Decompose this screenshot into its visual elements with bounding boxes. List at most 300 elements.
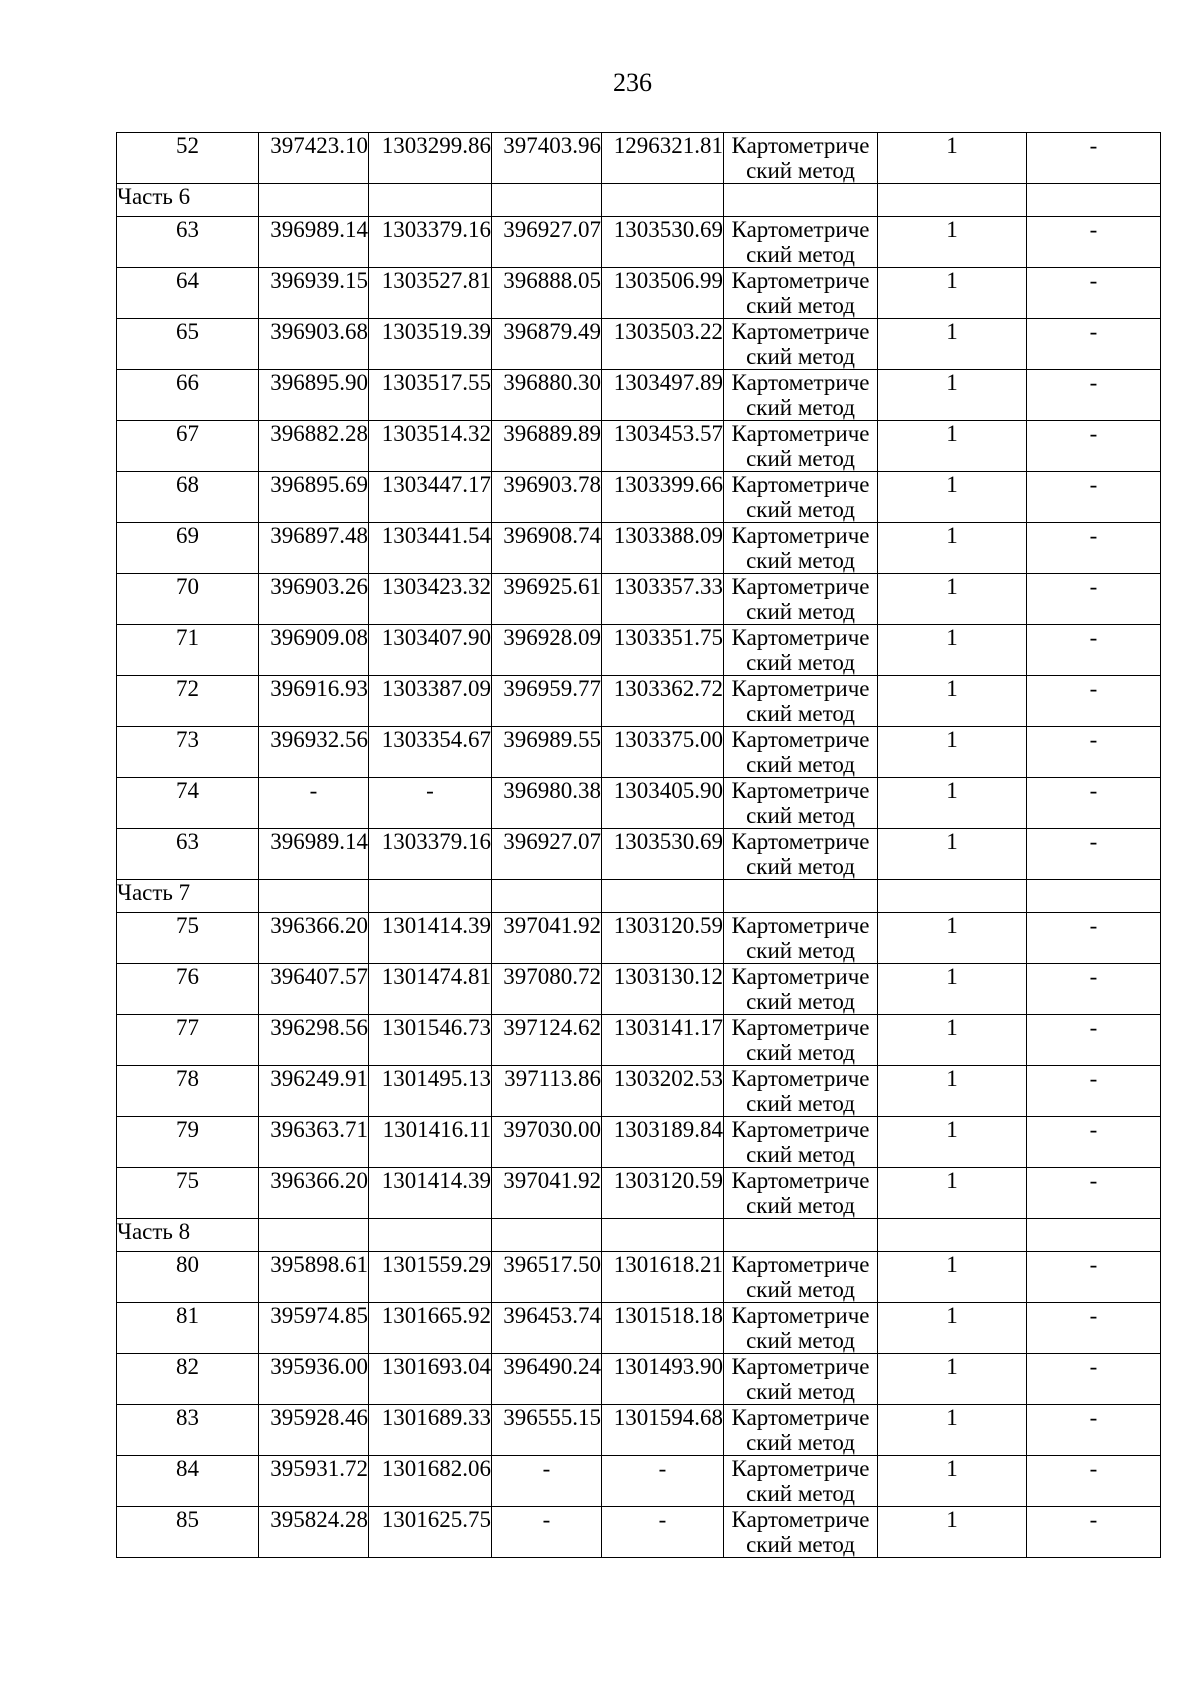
table-row bbox=[117, 625, 1161, 676]
empty-cell bbox=[259, 880, 369, 913]
point-number: 52 bbox=[117, 133, 259, 184]
existing-x: 396895.69 bbox=[259, 472, 369, 523]
table-row bbox=[117, 472, 1161, 523]
method-cell bbox=[724, 1252, 878, 1303]
refined-y: 1303202.53 bbox=[602, 1066, 724, 1117]
table-row bbox=[117, 676, 1161, 727]
note-value: - bbox=[1027, 1456, 1161, 1507]
method-text-line2: ский метод bbox=[746, 752, 855, 777]
method-cell bbox=[724, 370, 878, 421]
note-value: - bbox=[1027, 913, 1161, 964]
method-text-line2: ский метод bbox=[746, 395, 855, 420]
refined-y: 1303506.99 bbox=[602, 268, 724, 319]
method-cell bbox=[724, 1456, 878, 1507]
table-row bbox=[117, 574, 1161, 625]
refined-x: 397113.86 bbox=[492, 1066, 602, 1117]
point-number: 80 bbox=[117, 1252, 259, 1303]
point-number: 69 bbox=[117, 523, 259, 574]
method-cell bbox=[724, 472, 878, 523]
point-number: 73 bbox=[117, 727, 259, 778]
existing-x: 395898.61 bbox=[259, 1252, 369, 1303]
method-text-line2: ский метод bbox=[746, 989, 855, 1014]
method-text-line1: Картометриче bbox=[731, 268, 870, 293]
coordinates-table bbox=[116, 132, 1161, 1558]
precision-value: 1 bbox=[878, 1303, 1027, 1354]
refined-y: - bbox=[602, 1456, 724, 1507]
part-label: Часть 8 bbox=[117, 1219, 259, 1252]
method-cell bbox=[724, 1405, 878, 1456]
table-row bbox=[117, 727, 1161, 778]
precision-value: 1 bbox=[878, 574, 1027, 625]
method-text-line1: Картометриче bbox=[731, 319, 870, 344]
method-text-line2: ский метод bbox=[746, 803, 855, 828]
precision-value: 1 bbox=[878, 421, 1027, 472]
refined-y: 1303130.12 bbox=[602, 964, 724, 1015]
method-text-line1: Картометриче bbox=[731, 421, 870, 446]
method-cell bbox=[724, 1168, 878, 1219]
table-row bbox=[117, 1252, 1161, 1303]
method-text-line2: ский метод bbox=[746, 293, 855, 318]
existing-x: 396909.08 bbox=[259, 625, 369, 676]
method-text-line2: ский метод bbox=[746, 1277, 855, 1302]
precision-value: 1 bbox=[878, 523, 1027, 574]
refined-y: 1303497.89 bbox=[602, 370, 724, 421]
method-text-line1: Картометриче bbox=[731, 727, 870, 752]
existing-y: 1301689.33 bbox=[369, 1405, 492, 1456]
method-text-line2: ский метод bbox=[746, 1328, 855, 1353]
refined-y: 1303530.69 bbox=[602, 217, 724, 268]
note-value: - bbox=[1027, 574, 1161, 625]
empty-cell bbox=[602, 1219, 724, 1252]
note-value: - bbox=[1027, 964, 1161, 1015]
refined-y: 1303388.09 bbox=[602, 523, 724, 574]
part-label: Часть 6 bbox=[117, 184, 259, 217]
refined-y: 1296321.81 bbox=[602, 133, 724, 184]
existing-x: 396989.14 bbox=[259, 829, 369, 880]
table-row bbox=[117, 778, 1161, 829]
existing-x: - bbox=[259, 778, 369, 829]
table-row bbox=[117, 1117, 1161, 1168]
precision-value: 1 bbox=[878, 268, 1027, 319]
note-value: - bbox=[1027, 1405, 1161, 1456]
point-number: 82 bbox=[117, 1354, 259, 1405]
part-heading-row bbox=[117, 880, 1161, 913]
method-text-line2: ский метод bbox=[746, 497, 855, 522]
existing-x: 395824.28 bbox=[259, 1507, 369, 1558]
method-text-line2: ский метод bbox=[746, 701, 855, 726]
precision-value: 1 bbox=[878, 727, 1027, 778]
refined-x: 396903.78 bbox=[492, 472, 602, 523]
method-text-line1: Картометриче bbox=[731, 1507, 870, 1532]
existing-y: 1301559.29 bbox=[369, 1252, 492, 1303]
point-number: 77 bbox=[117, 1015, 259, 1066]
method-cell bbox=[724, 421, 878, 472]
existing-y: 1303423.32 bbox=[369, 574, 492, 625]
note-value: - bbox=[1027, 370, 1161, 421]
existing-x: 396897.48 bbox=[259, 523, 369, 574]
existing-x: 395931.72 bbox=[259, 1456, 369, 1507]
note-value: - bbox=[1027, 1303, 1161, 1354]
refined-x: 396889.89 bbox=[492, 421, 602, 472]
point-number: 67 bbox=[117, 421, 259, 472]
method-text-line2: ский метод bbox=[746, 650, 855, 675]
existing-x: 396366.20 bbox=[259, 913, 369, 964]
point-number: 79 bbox=[117, 1117, 259, 1168]
method-text-line2: ский метод bbox=[746, 1142, 855, 1167]
note-value: - bbox=[1027, 1168, 1161, 1219]
refined-y: 1301618.21 bbox=[602, 1252, 724, 1303]
note-value: - bbox=[1027, 1066, 1161, 1117]
refined-y: 1301518.18 bbox=[602, 1303, 724, 1354]
note-value: - bbox=[1027, 319, 1161, 370]
note-value: - bbox=[1027, 268, 1161, 319]
point-number: 84 bbox=[117, 1456, 259, 1507]
refined-x: 396555.15 bbox=[492, 1405, 602, 1456]
refined-y: 1303357.33 bbox=[602, 574, 724, 625]
refined-x: 397080.72 bbox=[492, 964, 602, 1015]
note-value: - bbox=[1027, 1507, 1161, 1558]
table-row bbox=[117, 829, 1161, 880]
note-value: - bbox=[1027, 625, 1161, 676]
empty-cell bbox=[724, 880, 878, 913]
existing-y: 1301625.75 bbox=[369, 1507, 492, 1558]
existing-x: 396249.91 bbox=[259, 1066, 369, 1117]
point-number: 76 bbox=[117, 964, 259, 1015]
refined-y: 1303453.57 bbox=[602, 421, 724, 472]
precision-value: 1 bbox=[878, 625, 1027, 676]
refined-x: 396989.55 bbox=[492, 727, 602, 778]
note-value: - bbox=[1027, 778, 1161, 829]
note-value: - bbox=[1027, 523, 1161, 574]
existing-y: 1303354.67 bbox=[369, 727, 492, 778]
existing-y: 1303517.55 bbox=[369, 370, 492, 421]
refined-x: - bbox=[492, 1456, 602, 1507]
precision-value: 1 bbox=[878, 1354, 1027, 1405]
precision-value: 1 bbox=[878, 1405, 1027, 1456]
note-value: - bbox=[1027, 676, 1161, 727]
precision-value: 1 bbox=[878, 676, 1027, 727]
point-number: 66 bbox=[117, 370, 259, 421]
table-row bbox=[117, 319, 1161, 370]
point-number: 71 bbox=[117, 625, 259, 676]
refined-x: 396928.09 bbox=[492, 625, 602, 676]
note-value: - bbox=[1027, 1354, 1161, 1405]
refined-y: 1303399.66 bbox=[602, 472, 724, 523]
method-text-line1: Картометриче bbox=[731, 1117, 870, 1142]
point-number: 83 bbox=[117, 1405, 259, 1456]
refined-x: 396980.38 bbox=[492, 778, 602, 829]
method-text-line1: Картометриче bbox=[731, 778, 870, 803]
method-text-line1: Картометриче bbox=[731, 1015, 870, 1040]
existing-x: 396932.56 bbox=[259, 727, 369, 778]
refined-x: 396908.74 bbox=[492, 523, 602, 574]
refined-y: 1301594.68 bbox=[602, 1405, 724, 1456]
method-text-line1: Картометриче bbox=[731, 964, 870, 989]
existing-x: 396903.68 bbox=[259, 319, 369, 370]
method-cell bbox=[724, 1066, 878, 1117]
method-text-line2: ский метод bbox=[746, 599, 855, 624]
method-text-line1: Картометриче bbox=[731, 625, 870, 650]
table-row bbox=[117, 1456, 1161, 1507]
refined-x: 397030.00 bbox=[492, 1117, 602, 1168]
note-value: - bbox=[1027, 727, 1161, 778]
empty-cell bbox=[492, 880, 602, 913]
method-text-line1: Картометриче bbox=[731, 1456, 870, 1481]
existing-y: 1303441.54 bbox=[369, 523, 492, 574]
existing-x: 396916.93 bbox=[259, 676, 369, 727]
precision-value: 1 bbox=[878, 1456, 1027, 1507]
empty-cell bbox=[369, 880, 492, 913]
method-text-line1: Картометриче bbox=[731, 133, 870, 158]
refined-x: 396959.77 bbox=[492, 676, 602, 727]
table-row bbox=[117, 133, 1161, 184]
refined-x: 396517.50 bbox=[492, 1252, 602, 1303]
precision-value: 1 bbox=[878, 1507, 1027, 1558]
existing-x: 396407.57 bbox=[259, 964, 369, 1015]
method-text-line1: Картометриче bbox=[731, 1303, 870, 1328]
refined-y: 1303120.59 bbox=[602, 913, 724, 964]
existing-y: 1301416.11 bbox=[369, 1117, 492, 1168]
note-value: - bbox=[1027, 1015, 1161, 1066]
precision-value: 1 bbox=[878, 217, 1027, 268]
refined-x: 397403.96 bbox=[492, 133, 602, 184]
refined-y: 1303405.90 bbox=[602, 778, 724, 829]
existing-x: 396895.90 bbox=[259, 370, 369, 421]
note-value: - bbox=[1027, 1252, 1161, 1303]
method-text-line1: Картометриче bbox=[731, 1354, 870, 1379]
method-text-line2: ский метод bbox=[746, 158, 855, 183]
precision-value: 1 bbox=[878, 1117, 1027, 1168]
point-number: 81 bbox=[117, 1303, 259, 1354]
existing-y: 1301414.39 bbox=[369, 913, 492, 964]
method-text-line1: Картометриче bbox=[731, 472, 870, 497]
precision-value: 1 bbox=[878, 1066, 1027, 1117]
precision-value: 1 bbox=[878, 1168, 1027, 1219]
method-text-line1: Картометриче bbox=[731, 523, 870, 548]
table-row bbox=[117, 913, 1161, 964]
refined-x: 396927.07 bbox=[492, 217, 602, 268]
method-text-line2: ский метод bbox=[746, 1379, 855, 1404]
refined-y: 1303141.17 bbox=[602, 1015, 724, 1066]
method-cell bbox=[724, 778, 878, 829]
method-text-line1: Картометриче bbox=[731, 217, 870, 242]
method-text-line1: Картометриче bbox=[731, 913, 870, 938]
refined-x: - bbox=[492, 1507, 602, 1558]
precision-value: 1 bbox=[878, 778, 1027, 829]
refined-y: 1303362.72 bbox=[602, 676, 724, 727]
method-cell bbox=[724, 727, 878, 778]
point-number: 65 bbox=[117, 319, 259, 370]
empty-cell bbox=[1027, 184, 1161, 217]
existing-y: 1301665.92 bbox=[369, 1303, 492, 1354]
part-label: Часть 7 bbox=[117, 880, 259, 913]
method-cell bbox=[724, 625, 878, 676]
table-row bbox=[117, 523, 1161, 574]
table-row bbox=[117, 421, 1161, 472]
empty-cell bbox=[602, 880, 724, 913]
point-number: 70 bbox=[117, 574, 259, 625]
existing-x: 396882.28 bbox=[259, 421, 369, 472]
existing-y: 1303407.90 bbox=[369, 625, 492, 676]
precision-value: 1 bbox=[878, 133, 1027, 184]
method-cell bbox=[724, 319, 878, 370]
refined-x: 396925.61 bbox=[492, 574, 602, 625]
note-value: - bbox=[1027, 133, 1161, 184]
existing-y: 1303379.16 bbox=[369, 217, 492, 268]
method-cell bbox=[724, 913, 878, 964]
refined-x: 396490.24 bbox=[492, 1354, 602, 1405]
note-value: - bbox=[1027, 829, 1161, 880]
empty-cell bbox=[259, 1219, 369, 1252]
method-cell bbox=[724, 268, 878, 319]
refined-x: 396927.07 bbox=[492, 829, 602, 880]
refined-y: 1303351.75 bbox=[602, 625, 724, 676]
method-text-line2: ский метод bbox=[746, 854, 855, 879]
method-cell bbox=[724, 523, 878, 574]
method-cell bbox=[724, 1354, 878, 1405]
note-value: - bbox=[1027, 472, 1161, 523]
note-value: - bbox=[1027, 1117, 1161, 1168]
refined-y: 1303503.22 bbox=[602, 319, 724, 370]
method-text-line1: Картометриче bbox=[731, 1405, 870, 1430]
refined-y: - bbox=[602, 1507, 724, 1558]
precision-value: 1 bbox=[878, 1015, 1027, 1066]
existing-x: 395974.85 bbox=[259, 1303, 369, 1354]
empty-cell bbox=[369, 184, 492, 217]
note-value: - bbox=[1027, 217, 1161, 268]
precision-value: 1 bbox=[878, 472, 1027, 523]
refined-x: 396880.30 bbox=[492, 370, 602, 421]
part-heading-row bbox=[117, 184, 1161, 217]
method-cell bbox=[724, 217, 878, 268]
existing-y: 1303527.81 bbox=[369, 268, 492, 319]
method-text-line2: ский метод bbox=[746, 548, 855, 573]
method-cell bbox=[724, 574, 878, 625]
refined-y: 1303375.00 bbox=[602, 727, 724, 778]
existing-x: 396989.14 bbox=[259, 217, 369, 268]
point-number: 75 bbox=[117, 1168, 259, 1219]
refined-x: 396888.05 bbox=[492, 268, 602, 319]
precision-value: 1 bbox=[878, 319, 1027, 370]
method-text-line2: ский метод bbox=[746, 1040, 855, 1065]
refined-x: 397041.92 bbox=[492, 1168, 602, 1219]
point-number: 63 bbox=[117, 217, 259, 268]
table-row bbox=[117, 1354, 1161, 1405]
existing-x: 395936.00 bbox=[259, 1354, 369, 1405]
existing-y: 1301682.06 bbox=[369, 1456, 492, 1507]
point-number: 78 bbox=[117, 1066, 259, 1117]
empty-cell bbox=[878, 1219, 1027, 1252]
existing-y: 1303299.86 bbox=[369, 133, 492, 184]
empty-cell bbox=[1027, 880, 1161, 913]
empty-cell bbox=[724, 184, 878, 217]
page-number: 236 bbox=[613, 68, 652, 97]
existing-y: 1301414.39 bbox=[369, 1168, 492, 1219]
method-text-line1: Картометриче bbox=[731, 370, 870, 395]
refined-y: 1303530.69 bbox=[602, 829, 724, 880]
existing-x: 396939.15 bbox=[259, 268, 369, 319]
existing-x: 396366.20 bbox=[259, 1168, 369, 1219]
table-row bbox=[117, 268, 1161, 319]
table-row bbox=[117, 217, 1161, 268]
method-text-line2: ский метод bbox=[746, 242, 855, 267]
method-cell bbox=[724, 133, 878, 184]
method-cell bbox=[724, 1015, 878, 1066]
table-row bbox=[117, 1405, 1161, 1456]
table-row bbox=[117, 964, 1161, 1015]
table-row bbox=[117, 1066, 1161, 1117]
existing-x: 395928.46 bbox=[259, 1405, 369, 1456]
method-text-line2: ский метод bbox=[746, 446, 855, 471]
precision-value: 1 bbox=[878, 829, 1027, 880]
method-text-line2: ский метод bbox=[746, 1430, 855, 1455]
empty-cell bbox=[724, 1219, 878, 1252]
refined-y: 1301493.90 bbox=[602, 1354, 724, 1405]
method-text-line1: Картометриче bbox=[731, 829, 870, 854]
table-row bbox=[117, 1168, 1161, 1219]
refined-x: 397124.62 bbox=[492, 1015, 602, 1066]
method-text-line2: ский метод bbox=[746, 1481, 855, 1506]
method-text-line1: Картометриче bbox=[731, 1066, 870, 1091]
existing-y: 1301693.04 bbox=[369, 1354, 492, 1405]
precision-value: 1 bbox=[878, 1252, 1027, 1303]
empty-cell bbox=[259, 184, 369, 217]
empty-cell bbox=[602, 184, 724, 217]
existing-x: 396363.71 bbox=[259, 1117, 369, 1168]
empty-cell bbox=[492, 1219, 602, 1252]
point-number: 72 bbox=[117, 676, 259, 727]
refined-y: 1303120.59 bbox=[602, 1168, 724, 1219]
existing-x: 397423.10 bbox=[259, 133, 369, 184]
empty-cell bbox=[878, 184, 1027, 217]
method-cell bbox=[724, 1303, 878, 1354]
table-row bbox=[117, 1015, 1161, 1066]
method-cell bbox=[724, 1117, 878, 1168]
refined-x: 396453.74 bbox=[492, 1303, 602, 1354]
empty-cell bbox=[369, 1219, 492, 1252]
refined-x: 397041.92 bbox=[492, 913, 602, 964]
note-value: - bbox=[1027, 421, 1161, 472]
refined-y: 1303189.84 bbox=[602, 1117, 724, 1168]
refined-x: 396879.49 bbox=[492, 319, 602, 370]
method-text-line1: Картометриче bbox=[731, 1252, 870, 1277]
method-text-line1: Картометриче bbox=[731, 676, 870, 701]
point-number: 68 bbox=[117, 472, 259, 523]
existing-y: 1301495.13 bbox=[369, 1066, 492, 1117]
existing-x: 396298.56 bbox=[259, 1015, 369, 1066]
precision-value: 1 bbox=[878, 964, 1027, 1015]
point-number: 75 bbox=[117, 913, 259, 964]
existing-y: 1303379.16 bbox=[369, 829, 492, 880]
point-number: 74 bbox=[117, 778, 259, 829]
existing-y: 1303447.17 bbox=[369, 472, 492, 523]
precision-value: 1 bbox=[878, 913, 1027, 964]
method-text-line2: ский метод bbox=[746, 938, 855, 963]
existing-y: - bbox=[369, 778, 492, 829]
method-text-line1: Картометриче bbox=[731, 574, 870, 599]
method-cell bbox=[724, 964, 878, 1015]
empty-cell bbox=[878, 880, 1027, 913]
point-number: 63 bbox=[117, 829, 259, 880]
method-text-line2: ский метод bbox=[746, 344, 855, 369]
method-cell bbox=[724, 1507, 878, 1558]
table-row bbox=[117, 1303, 1161, 1354]
existing-x: 396903.26 bbox=[259, 574, 369, 625]
existing-y: 1303519.39 bbox=[369, 319, 492, 370]
empty-cell bbox=[1027, 1219, 1161, 1252]
method-text-line1: Картометриче bbox=[731, 1168, 870, 1193]
empty-cell bbox=[492, 184, 602, 217]
